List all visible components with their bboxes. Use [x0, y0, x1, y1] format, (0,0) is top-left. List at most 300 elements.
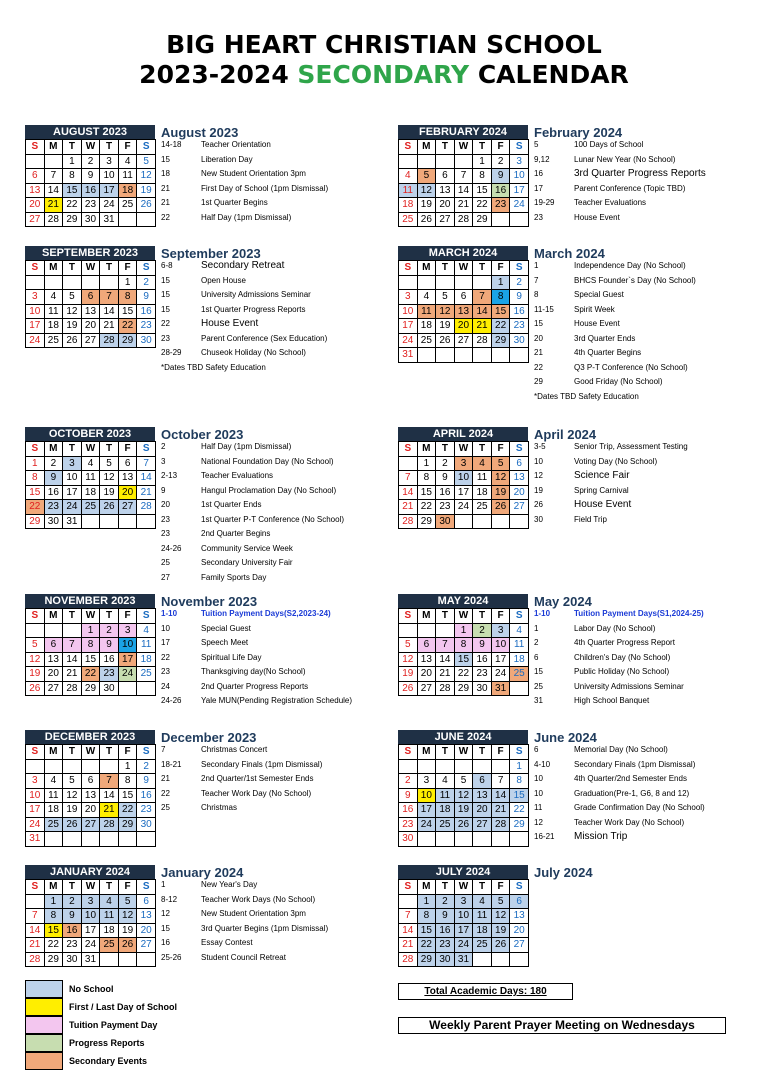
week-row: [399, 290, 529, 305]
day-cell: [44, 275, 63, 290]
day-cell: 2: [491, 154, 510, 169]
day-cell: 3: [399, 290, 418, 305]
day-cell: 17: [454, 485, 473, 500]
day-cell: 30: [137, 817, 156, 832]
day-cell: 9: [436, 471, 455, 486]
calendar-jun: [398, 730, 528, 847]
event-text: Grade Confirmation Day (No School): [574, 803, 705, 812]
day-cell: 2: [436, 894, 455, 909]
events-list: [161, 440, 344, 585]
week-row: [26, 774, 156, 789]
day-cell: [417, 759, 436, 774]
day-cell: 18: [473, 485, 492, 500]
day-cell: [510, 952, 529, 967]
event-date: 1: [534, 261, 539, 270]
day-cell: 19: [118, 923, 137, 938]
weekday-label: M: [44, 880, 63, 895]
event-text: Liberation Day: [201, 154, 253, 164]
event-date: 28-29: [161, 348, 182, 357]
day-cell: 30: [436, 514, 455, 529]
weekday-label: S: [26, 880, 45, 895]
week-row: [399, 319, 529, 334]
day-cell: 11: [44, 304, 63, 319]
day-cell: 4: [44, 290, 63, 305]
event-date: 21: [161, 183, 170, 193]
weekday-label: S: [137, 609, 156, 624]
day-cell: 21: [399, 938, 418, 953]
legend-swatch: [25, 998, 63, 1016]
day-cell: 3: [454, 456, 473, 471]
event-item: [534, 758, 705, 773]
day-cell: 30: [399, 832, 418, 847]
day-cell: 4: [510, 623, 529, 638]
month-grid: [398, 441, 529, 529]
event-date: 18-21: [161, 759, 182, 769]
day-cell: 21: [137, 485, 156, 500]
weekday-label: T: [473, 140, 492, 155]
day-cell: 23: [399, 817, 418, 832]
day-cell: 12: [491, 471, 510, 486]
event-text: Student Council Retreat: [201, 952, 286, 962]
day-cell: 22: [26, 500, 45, 515]
day-cell: 7: [44, 169, 63, 184]
week-row: [26, 304, 156, 319]
week-row: [399, 894, 529, 909]
day-cell: [473, 348, 492, 363]
event-text: Secondary University Fair: [201, 558, 293, 567]
day-cell: 5: [63, 774, 82, 789]
event-item: [161, 787, 322, 802]
day-cell: 4: [473, 456, 492, 471]
weekday-label: T: [63, 880, 82, 895]
day-cell: 7: [454, 169, 473, 184]
day-cell: 10: [26, 788, 45, 803]
day-cell: [26, 154, 45, 169]
day-cell: 10: [26, 304, 45, 319]
day-cell: 6: [81, 290, 100, 305]
week-row: [399, 456, 529, 471]
day-cell: 5: [118, 894, 137, 909]
week-row: [399, 471, 529, 486]
week-row: [399, 923, 529, 938]
weekday-row: [399, 261, 529, 276]
day-cell: [436, 623, 455, 638]
day-cell: 25: [118, 198, 137, 213]
week-row: [26, 333, 156, 348]
week-row: [399, 623, 529, 638]
day-cell: 15: [417, 485, 436, 500]
day-cell: 24: [399, 333, 418, 348]
calendar-jan: [25, 865, 155, 967]
day-cell: 8: [81, 638, 100, 653]
day-cell: 30: [436, 952, 455, 967]
day-cell: 18: [44, 319, 63, 334]
week-row: [26, 681, 156, 696]
day-cell: 23: [81, 198, 100, 213]
day-cell: 22: [44, 938, 63, 953]
day-cell: 4: [137, 623, 156, 638]
weekday-label: W: [81, 261, 100, 276]
week-row: [399, 759, 529, 774]
event-date: 3: [161, 456, 166, 466]
day-cell: 15: [44, 923, 63, 938]
event-date: 2-13: [161, 471, 178, 480]
weekday-label: F: [491, 745, 510, 760]
day-cell: 16: [399, 803, 418, 818]
safety-note: *Dates TBD Safety Education: [161, 362, 266, 372]
event-text: First Day of School (1pm Dismissal): [201, 183, 329, 193]
event-text: 4th Quarter/2nd Semester Ends: [574, 774, 687, 783]
day-cell: 31: [26, 832, 45, 847]
day-cell: 16: [81, 183, 100, 198]
day-cell: 2: [399, 774, 418, 789]
event-text: Senior Trip, Assessment Testing: [574, 442, 688, 451]
weekday-label: T: [63, 745, 82, 760]
day-cell: 20: [44, 667, 63, 682]
week-row: [399, 198, 529, 213]
event-item: [534, 651, 704, 666]
week-row: [26, 154, 156, 169]
weekday-label: S: [137, 442, 156, 457]
day-cell: 21: [473, 319, 492, 334]
day-cell: 1: [81, 623, 100, 638]
day-cell: 17: [118, 652, 137, 667]
day-cell: [473, 759, 492, 774]
events-list: [161, 138, 328, 225]
day-cell: 15: [510, 788, 529, 803]
day-cell: [100, 759, 119, 774]
event-date: 6: [534, 652, 539, 662]
day-cell: 31: [63, 514, 82, 529]
day-cell: 7: [491, 774, 510, 789]
event-text: University Admissions Seminar: [574, 681, 684, 691]
event-date: 17: [534, 183, 543, 193]
day-cell: 25: [436, 817, 455, 832]
day-cell: 3: [26, 290, 45, 305]
event-text: Secondary Retreat: [201, 260, 285, 271]
day-cell: 25: [473, 500, 492, 515]
day-cell: 14: [436, 652, 455, 667]
day-cell: [26, 275, 45, 290]
day-cell: [81, 832, 100, 847]
weekday-label: T: [473, 442, 492, 457]
safety-note: *Dates TBD Safety Education: [534, 391, 639, 401]
day-cell: 7: [63, 638, 82, 653]
day-cell: [417, 154, 436, 169]
day-cell: [26, 894, 45, 909]
day-cell: 28: [399, 514, 418, 529]
event-item: [534, 153, 706, 168]
day-cell: 9: [137, 774, 156, 789]
events-title: May 2024: [534, 594, 592, 609]
event-item: [161, 288, 327, 303]
day-cell: 10: [454, 909, 473, 924]
day-cell: 8: [44, 909, 63, 924]
week-row: [26, 952, 156, 967]
day-cell: 24: [81, 938, 100, 953]
day-cell: 19: [63, 319, 82, 334]
month-grid: [25, 744, 156, 847]
day-cell: 2: [510, 275, 529, 290]
weekday-label: S: [399, 261, 418, 276]
event-item: [161, 607, 352, 622]
event-item: [161, 440, 344, 455]
day-cell: 21: [454, 198, 473, 213]
events-title: March 2024: [534, 246, 605, 261]
day-cell: 15: [26, 485, 45, 500]
day-cell: [118, 681, 137, 696]
month-grid: [398, 260, 529, 363]
events-list: [161, 743, 322, 816]
day-cell: 25: [100, 938, 119, 953]
event-item: [534, 772, 705, 787]
day-cell: [118, 514, 137, 529]
day-cell: 8: [417, 471, 436, 486]
day-cell: 11: [118, 169, 137, 184]
event-item: [161, 772, 322, 787]
day-cell: 11: [417, 304, 436, 319]
day-cell: 20: [510, 923, 529, 938]
day-cell: 24: [491, 667, 510, 682]
day-cell: 8: [118, 290, 137, 305]
event-text: Teacher Evaluations: [574, 198, 647, 207]
day-cell: [454, 759, 473, 774]
day-cell: 10: [81, 909, 100, 924]
day-cell: 9: [399, 788, 418, 803]
day-cell: [81, 275, 100, 290]
weekday-label: S: [399, 880, 418, 895]
day-cell: 31: [100, 212, 119, 227]
week-row: [399, 183, 529, 198]
week-row: [26, 319, 156, 334]
event-item: [161, 893, 328, 908]
day-cell: 21: [44, 198, 63, 213]
event-item: [534, 665, 704, 680]
event-item: [161, 167, 328, 182]
event-text: Teacher Orientation: [201, 140, 271, 149]
legend: [25, 980, 177, 1070]
event-item: [534, 274, 696, 289]
day-cell: 7: [436, 638, 455, 653]
weekday-label: M: [417, 609, 436, 624]
day-cell: 28: [63, 681, 82, 696]
event-item: [534, 196, 706, 211]
weekday-label: W: [81, 745, 100, 760]
day-cell: 6: [26, 169, 45, 184]
weekday-row: [399, 609, 529, 624]
event-text: 3rd Quarter Ends: [574, 333, 636, 343]
day-cell: 28: [436, 681, 455, 696]
event-text: 1st Quarter P-T Conference (No School): [201, 514, 345, 524]
day-cell: 17: [399, 319, 418, 334]
weekday-label: M: [417, 442, 436, 457]
day-cell: [473, 952, 492, 967]
week-row: [399, 788, 529, 803]
weekday-label: M: [417, 261, 436, 276]
day-cell: 1: [26, 456, 45, 471]
day-cell: 15: [417, 923, 436, 938]
day-cell: 6: [436, 169, 455, 184]
weekday-label: T: [473, 745, 492, 760]
event-text: Spring Carnival: [574, 485, 629, 495]
event-date: 12: [161, 909, 170, 918]
event-text: Children's Day (No School): [574, 652, 671, 662]
day-cell: 20: [417, 667, 436, 682]
weekday-label: M: [44, 609, 63, 624]
day-cell: 1: [473, 154, 492, 169]
calendar-year: 2023-2024: [139, 60, 298, 89]
weekday-label: M: [417, 140, 436, 155]
event-text: New Year's Day: [201, 880, 258, 889]
day-cell: [100, 952, 119, 967]
day-cell: 1: [63, 154, 82, 169]
day-cell: 16: [491, 183, 510, 198]
event-text: House Event: [574, 212, 620, 222]
weekday-label: T: [63, 609, 82, 624]
event-date: 5: [534, 140, 539, 149]
day-cell: 3: [417, 774, 436, 789]
week-row: [399, 667, 529, 682]
day-cell: 29: [417, 514, 436, 529]
week-row: [26, 471, 156, 486]
event-text: Special Guest: [201, 623, 251, 633]
month-grid: [398, 139, 529, 227]
weekday-label: S: [137, 745, 156, 760]
day-cell: 2: [63, 894, 82, 909]
day-cell: 21: [63, 667, 82, 682]
day-cell: [473, 514, 492, 529]
weekday-label: W: [454, 261, 473, 276]
weekday-label: W: [454, 609, 473, 624]
day-cell: 4: [473, 894, 492, 909]
weekday-label: T: [63, 442, 82, 457]
weekday-label: S: [399, 745, 418, 760]
day-cell: 22: [417, 938, 436, 953]
event-text: BHCS Founder`s Day (No School): [574, 275, 696, 285]
weekday-row: [26, 140, 156, 155]
event-date: 1: [534, 623, 539, 633]
day-cell: [454, 832, 473, 847]
event-item: [161, 758, 322, 773]
events-list: [161, 607, 352, 709]
day-cell: 14: [137, 471, 156, 486]
day-cell: 26: [118, 938, 137, 953]
event-item: [161, 274, 327, 289]
event-date: 9,12: [534, 154, 550, 164]
day-cell: 20: [81, 803, 100, 818]
day-cell: 7: [26, 909, 45, 924]
day-cell: 8: [63, 169, 82, 184]
day-cell: 9: [44, 471, 63, 486]
day-cell: 15: [118, 788, 137, 803]
day-cell: [510, 212, 529, 227]
event-text: House Event: [574, 499, 632, 510]
day-cell: 10: [63, 471, 82, 486]
event-text: 2nd Quarter Progress Reports: [201, 681, 309, 691]
day-cell: 9: [436, 909, 455, 924]
day-cell: 2: [436, 456, 455, 471]
day-cell: [399, 275, 418, 290]
weekday-label: W: [454, 745, 473, 760]
day-cell: 21: [100, 803, 119, 818]
legend-label: Progress Reports: [69, 1038, 145, 1048]
day-cell: 18: [100, 923, 119, 938]
day-cell: [63, 759, 82, 774]
day-cell: 1: [510, 759, 529, 774]
event-item: [534, 801, 705, 816]
day-cell: 9: [63, 909, 82, 924]
day-cell: 27: [118, 500, 137, 515]
day-cell: 22: [510, 803, 529, 818]
day-cell: 12: [118, 909, 137, 924]
event-item: [161, 680, 352, 695]
event-text: Q3 P-T Conference (No School): [574, 362, 688, 372]
day-cell: 3: [63, 456, 82, 471]
day-cell: 17: [491, 652, 510, 667]
event-date: 8: [534, 290, 539, 299]
day-cell: 16: [63, 923, 82, 938]
event-text: Teacher Evaluations: [201, 471, 274, 480]
day-cell: 19: [26, 667, 45, 682]
event-item: [161, 346, 327, 361]
weekday-label: F: [118, 442, 137, 457]
day-cell: 20: [26, 198, 45, 213]
week-row: [399, 154, 529, 169]
weekday-row: [26, 745, 156, 760]
day-cell: 8: [454, 638, 473, 653]
event-date: 24-26: [161, 543, 182, 553]
day-cell: 8: [26, 471, 45, 486]
event-text: Spiritual Life Day: [201, 652, 262, 662]
month-header: FEBRUARY 2024: [398, 125, 528, 139]
event-date: 3-5: [534, 442, 546, 451]
day-cell: 13: [44, 652, 63, 667]
event-item: [161, 801, 322, 816]
day-cell: [417, 832, 436, 847]
day-cell: 20: [137, 923, 156, 938]
events-list: [534, 607, 704, 709]
weekday-label: T: [436, 261, 455, 276]
day-cell: 10: [399, 304, 418, 319]
day-cell: 2: [137, 759, 156, 774]
event-date: 19-29: [534, 198, 555, 207]
event-text: Good Friday (No School): [574, 377, 663, 386]
events-list: [534, 138, 706, 225]
events-title: October 2023: [161, 427, 244, 442]
day-cell: [399, 456, 418, 471]
day-cell: 30: [473, 681, 492, 696]
calendar-jul: [398, 865, 528, 967]
event-date: 30: [534, 514, 543, 524]
day-cell: 13: [417, 652, 436, 667]
event-item: [161, 259, 327, 274]
day-cell: 2: [81, 154, 100, 169]
event-text: Spirit Week: [574, 304, 615, 314]
event-text: 1st Quarter Ends: [201, 500, 262, 509]
day-cell: 19: [100, 485, 119, 500]
event-date: 20: [534, 333, 543, 343]
week-row: [399, 938, 529, 953]
calendar-sep: [25, 246, 155, 348]
events-list: [161, 878, 328, 965]
month-header: MARCH 2024: [398, 246, 528, 260]
day-cell: 5: [399, 638, 418, 653]
day-cell: 12: [137, 169, 156, 184]
event-item: [534, 182, 706, 197]
day-cell: 16: [473, 652, 492, 667]
day-cell: 4: [417, 290, 436, 305]
day-cell: 21: [100, 319, 119, 334]
